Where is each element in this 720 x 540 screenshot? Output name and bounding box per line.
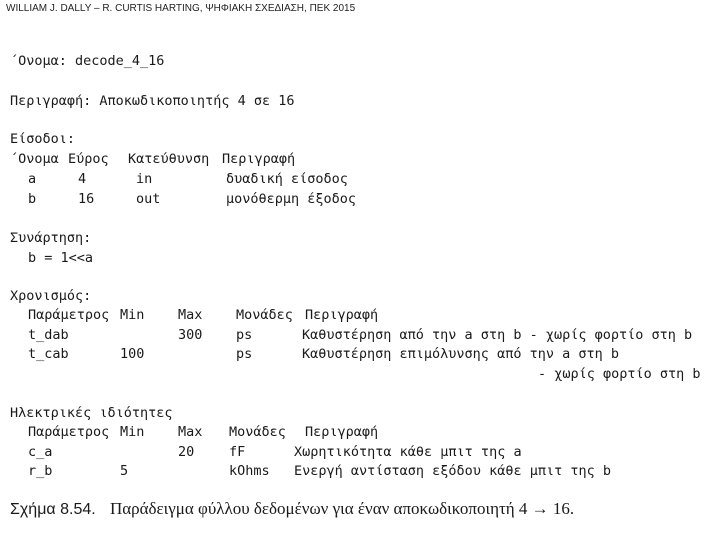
- timing-row-tdab-max: 300: [178, 327, 203, 343]
- timing-heading: Χρονισμός:: [10, 288, 92, 304]
- timing-row-tcab-min: 100: [120, 346, 145, 362]
- function-heading: Συνάρτηση:: [10, 230, 92, 246]
- electrical-row-rb-param: r_b: [28, 463, 53, 479]
- electrical-col-description: Περιγραφή: [305, 424, 379, 440]
- inputs-row-a-name: a: [28, 171, 37, 187]
- timing-row-tcab-param: t_cab: [28, 346, 69, 362]
- inputs-col-description: Περιγραφή: [222, 151, 296, 167]
- inputs-col-name: ΄Ονομα: [10, 151, 59, 167]
- timing-col-min: Min: [120, 307, 145, 323]
- timing-col-units: Μονάδες: [236, 307, 293, 323]
- figure-caption-label: Σχήμα 8.54.: [10, 501, 96, 518]
- inputs-row-b-name: b: [28, 191, 37, 207]
- electrical-col-min: Min: [120, 424, 145, 440]
- timing-col-max: Max: [178, 307, 203, 323]
- inputs-col-width: Εύρος: [68, 151, 109, 167]
- inputs-heading: Είσοδοι:: [10, 131, 76, 147]
- figure-caption: [10, 499, 574, 519]
- name-line: ΄Ονομα: decode_4_16: [10, 53, 165, 69]
- electrical-row-ca-max: 20: [178, 444, 195, 460]
- timing-row-tdab-units: ps: [236, 327, 253, 343]
- electrical-col-max: Max: [178, 424, 203, 440]
- inputs-row-b-description: μονόθερμη έξοδος: [226, 191, 357, 207]
- timing-row-tcab-continuation: - χωρίς φορτίο στη b: [538, 366, 701, 382]
- electrical-row-ca-units: fF: [229, 444, 246, 460]
- electrical-heading: Ηλεκτρικές ιδιότητες: [10, 405, 173, 421]
- figure-caption-text: Παράδειγμα φύλλου δεδομένων για έναν αποκωδικοποιητή 4 → 16.: [109, 499, 575, 518]
- function-expression: b = 1<<a: [28, 250, 94, 266]
- inputs-row-a-description: δυαδική είσοδος: [226, 171, 348, 187]
- inputs-row-a-width: 4: [78, 171, 87, 187]
- electrical-row-ca-description: Χωρητικότητα κάθε μπιτ της a: [294, 444, 522, 460]
- electrical-col-units: Μονάδες: [229, 424, 286, 440]
- timing-col-parameter: Παράμετρος: [28, 307, 110, 323]
- electrical-col-parameter: Παράμετρος: [28, 424, 110, 440]
- inputs-row-b-direction: out: [136, 191, 161, 207]
- electrical-row-ca-param: c_a: [28, 444, 53, 460]
- inputs-row-a-direction: in: [136, 171, 153, 187]
- timing-row-tcab-units: ps: [236, 346, 253, 362]
- running-header: WILLIAM J. DALLY – R. CURTIS HARTING, ΨΗΦΙΑΚΗ ΣΧΕΔΙΑΣΗ, ΠΕΚ 2015: [6, 3, 356, 14]
- electrical-row-rb-description: Ενεργή αντίσταση εξόδου κάθε μπιτ της b: [294, 463, 611, 479]
- timing-col-description: Περιγραφή: [305, 307, 379, 323]
- inputs-row-b-width: 16: [78, 191, 95, 207]
- timing-row-tdab-param: t_dab: [28, 327, 69, 343]
- timing-row-tcab-description: Καθυστέρηση επιμόλυνσης από την a στη b: [302, 346, 619, 362]
- electrical-row-rb-units: kOhms: [229, 463, 270, 479]
- inputs-col-direction: Κατεύθυνση: [128, 151, 210, 167]
- timing-row-tdab-description: Καθυστέρηση από την a στη b - χωρίς φορτίο στη b: [302, 327, 693, 343]
- electrical-row-rb-min: 5: [120, 463, 129, 479]
- description-line: Περιγραφή: Αποκωδικοποιητής 4 σε 16: [10, 93, 295, 109]
